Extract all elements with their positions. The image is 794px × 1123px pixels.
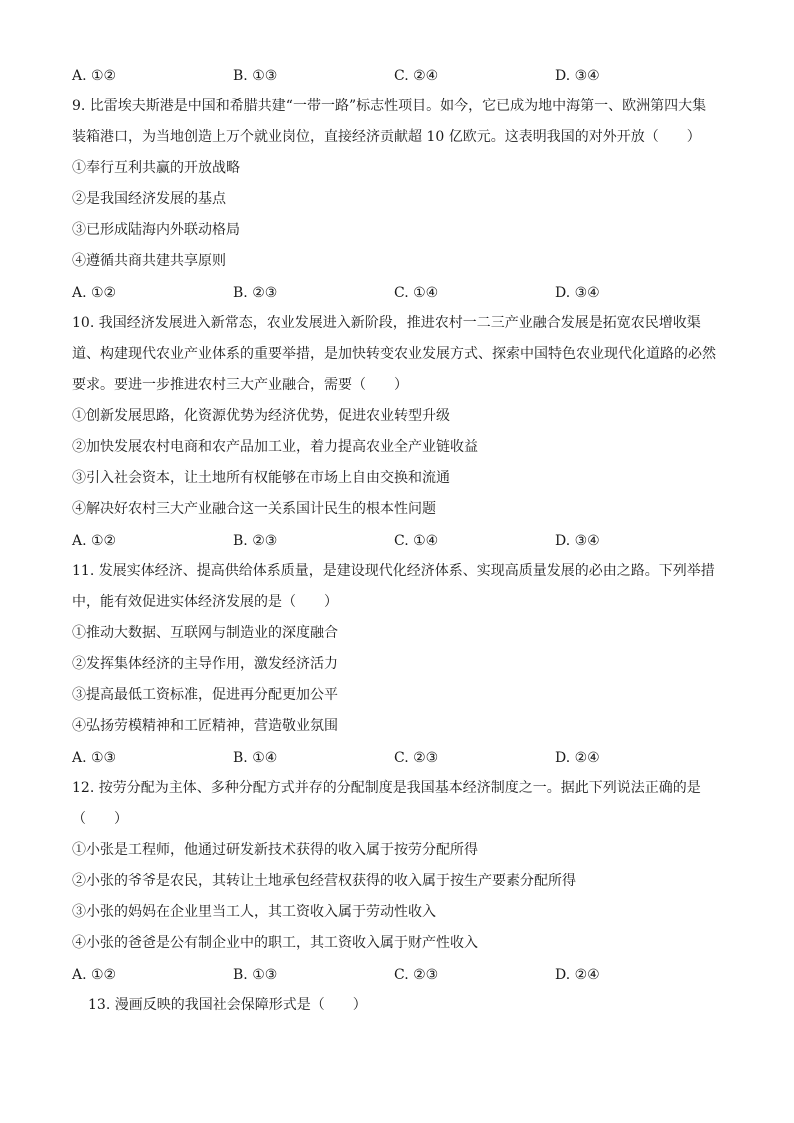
q12-statement-1: ①小张是工程师，他通过研发新技术获得的收入属于按劳分配所得 bbox=[72, 842, 478, 858]
q10-option-d: D. ③④ bbox=[555, 532, 600, 549]
q8-option-a: A. ①② bbox=[72, 67, 117, 84]
q12-option-d: D. ②④ bbox=[555, 966, 600, 983]
q9-option-c: C. ①④ bbox=[394, 284, 439, 301]
q8-option-d: D. ③④ bbox=[555, 67, 600, 84]
q9-statement-1: ①奉行互利共赢的开放战略 bbox=[72, 160, 240, 176]
q11-option-d: D. ②④ bbox=[555, 749, 600, 766]
q11-statement-2: ②发挥集体经济的主导作用，激发经济活力 bbox=[72, 656, 338, 672]
q12-option-b: B. ①③ bbox=[233, 966, 278, 983]
q8-option-b: B. ①③ bbox=[233, 67, 278, 84]
q9-stem-line-2: 装箱港口，为当地创造上万个就业岗位，直接经济贡献超 10 亿欧元。这表明我国的对外开放（ ） bbox=[72, 129, 701, 145]
q10-statement-4: ④解决好农村三大产业融合这一关系国计民生的根本性问题 bbox=[72, 501, 436, 517]
q10-stem-line-3: 要求。要进一步推进农村三大产业融合，需要（ ） bbox=[72, 377, 408, 393]
q12-options bbox=[72, 959, 724, 990]
question-12 bbox=[72, 773, 724, 990]
q11-statement-1: ①推动大数据、互联网与制造业的深度融合 bbox=[72, 625, 338, 641]
q12-statement-3: ③小张的妈妈在企业里当工人，其工资收入属于劳动性收入 bbox=[72, 904, 436, 920]
q12-statement-2: ②小张的爷爷是农民，其转让土地承包经营权获得的收入属于按生产要素分配所得 bbox=[72, 873, 576, 889]
q10-statement-2: ②加快发展农村电商和农产品加工业，着力提高农业全产业链收益 bbox=[72, 439, 478, 455]
q12-statement-4: ④小张的爸爸是公有制企业中的职工，其工资收入属于财产性收入 bbox=[72, 935, 478, 951]
q12-option-a: A. ①② bbox=[72, 966, 117, 983]
q13-stem: 13. 漫画反映的我国社会保障形式是（ ） bbox=[88, 997, 367, 1013]
q10-option-c: C. ①④ bbox=[394, 532, 439, 549]
question-10 bbox=[72, 308, 724, 556]
q9-statement-3: ③已形成陆海内外联动格局 bbox=[72, 222, 240, 238]
q11-statement-3: ③提高最低工资标准，促进再分配更加公平 bbox=[72, 687, 338, 703]
q10-option-a: A. ①② bbox=[72, 532, 117, 549]
q11-options bbox=[72, 742, 724, 773]
q9-option-b: B. ②③ bbox=[233, 284, 278, 301]
q11-stem-line-1: 11. 发展实体经济、提高供给体系质量，是建设现代化经济体系、实现高质量发展的必由之路。下列举措 bbox=[72, 563, 715, 579]
q11-option-c: C. ②③ bbox=[394, 749, 439, 766]
q9-statement-2: ②是我国经济发展的基点 bbox=[72, 191, 226, 207]
q12-stem-line-1: 12. 按劳分配为主体、多种分配方式并存的分配制度是我国基本经济制度之一。据此下列说法正确的是 bbox=[72, 780, 701, 796]
q11-statement-4: ④弘扬劳模精神和工匠精神，营造敬业氛围 bbox=[72, 718, 338, 734]
q9-option-a: A. ①② bbox=[72, 284, 117, 301]
q10-stem-line-1: 10. 我国经济发展进入新常态，农业发展进入新阶段，推进农村一二三产业融合发展是拓宽农民增收渠 bbox=[72, 315, 701, 331]
q11-option-b: B. ①④ bbox=[233, 749, 278, 766]
question-11 bbox=[72, 556, 724, 773]
q10-statement-3: ③引入社会资本，让土地所有权能够在市场上自由交换和流通 bbox=[72, 470, 450, 486]
exam-page bbox=[72, 60, 724, 1021]
q8-options bbox=[72, 60, 724, 91]
q12-stem-line-2: （ ） bbox=[72, 811, 128, 827]
q9-statement-4: ④遵循共商共建共享原则 bbox=[72, 253, 226, 269]
q10-stem-line-2: 道、构建现代农业产业体系的重要举措，是加快转变农业发展方式、探索中国特色农业现代化道路的必然 bbox=[72, 346, 716, 362]
q9-options bbox=[72, 277, 724, 308]
question-9 bbox=[72, 91, 724, 308]
q11-stem-line-2: 中，能有效促进实体经济发展的是（ ） bbox=[72, 594, 338, 610]
q12-option-c: C. ②③ bbox=[394, 966, 439, 983]
question-13 bbox=[72, 990, 724, 1021]
q9-stem-line-1: 9. 比雷埃夫斯港是中国和希腊共建“一带一路”标志性项目。如今，它已成为地中海第一、欧洲第四大集 bbox=[72, 98, 707, 114]
q11-option-a: A. ①③ bbox=[72, 749, 117, 766]
q10-option-b: B. ②③ bbox=[233, 532, 278, 549]
q10-options bbox=[72, 525, 724, 556]
q10-statement-1: ①创新发展思路，化资源优势为经济优势，促进农业转型升级 bbox=[72, 408, 450, 424]
q9-option-d: D. ③④ bbox=[555, 284, 600, 301]
q8-option-c: C. ②④ bbox=[394, 67, 439, 84]
